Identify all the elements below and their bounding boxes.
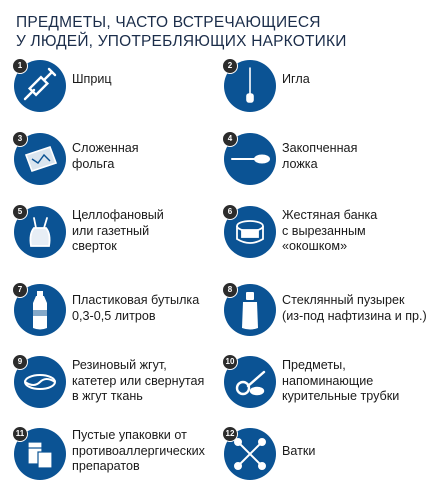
item-number: 5 [12, 204, 28, 220]
list-item [14, 60, 214, 116]
list-item [224, 133, 434, 189]
item-number: 10 [222, 354, 238, 370]
item-number: 1 [12, 58, 28, 74]
list-item [224, 284, 434, 340]
item-label: Предметы, напоминающие курительные трубки [282, 358, 400, 403]
list-item [14, 356, 214, 412]
item-number: 9 [12, 354, 28, 370]
item-label: Закопченная ложка [282, 141, 358, 171]
title-line-1: ПРЕДМЕТЫ, ЧАСТО ВСТРЕЧАЮЩИЕСЯ [16, 14, 321, 31]
list-item [14, 284, 214, 340]
item-label: Жестяная банка с вырезанным «окошком» [282, 208, 378, 253]
item-number: 6 [222, 204, 238, 220]
item-number: 7 [12, 282, 28, 298]
item-number: 11 [12, 426, 28, 442]
item-label: Пластиковая бутылка 0,3-0,5 литров [72, 293, 200, 323]
item-number: 8 [222, 282, 238, 298]
list-item [14, 206, 214, 262]
item-number: 12 [222, 426, 238, 442]
item-number: 2 [222, 58, 238, 74]
list-item [224, 60, 434, 116]
item-number: 4 [222, 131, 238, 147]
item-number: 3 [12, 131, 28, 147]
item-label: Сложенная фольга [72, 141, 139, 171]
list-item [14, 428, 214, 484]
list-item [224, 206, 434, 262]
list-item [14, 133, 214, 189]
item-label: Игла [282, 72, 310, 86]
item-label: Резиновый жгут, катетер или свернутая в жгут ткань [72, 358, 205, 403]
list-item [224, 356, 434, 412]
item-label: Ватки [282, 444, 316, 458]
item-label: Шприц [72, 72, 112, 86]
item-label: Стеклянный пузырек (из-под нафтизина и пр.) [282, 293, 427, 323]
list-item [224, 428, 434, 484]
item-label: Пустые упаковки от противоаллергических препаратов [72, 428, 205, 473]
title-line-2: У ЛЮДЕЙ, УПОТРЕБЛЯЮЩИХ НАРКОТИКИ [16, 33, 347, 50]
item-label: Целлофановый или газетный сверток [72, 208, 164, 253]
